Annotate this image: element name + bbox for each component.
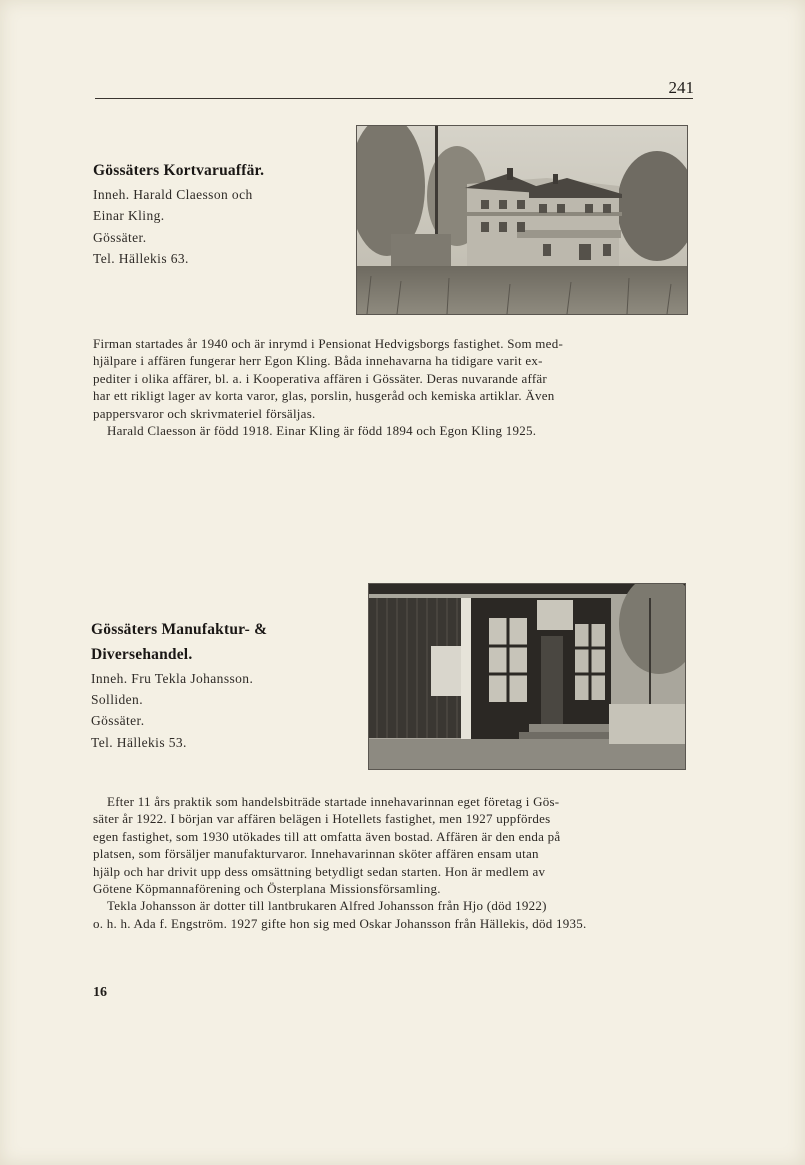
phone-line: Tel. Hällekis 63. (93, 251, 189, 266)
body-line: pappersvaror och skrivmateriel försäljas. (93, 405, 316, 421)
owner-line: Inneh. Fru Tekla Johansson. (91, 671, 254, 686)
entry-title-manufaktur: Gössäters Manufaktur- & (91, 621, 268, 638)
header-rule (95, 98, 693, 99)
entry-body-manufaktur (93, 793, 693, 932)
body-line: Tekla Johansson är dotter till lantbrukaren Alfred Johansson från Hjo (död 1922) (107, 898, 547, 914)
owner-line: Inneh. Harald Claesson och (93, 187, 253, 202)
body-line: hjälp och har drivit upp dess omsättning betydligt sedan starten. Hon är medlem av (93, 863, 546, 879)
body-line: platsen, som försäljer manufakturvaror. Innehavarinnan sköter affären ensam utan (93, 846, 539, 862)
body-line: hjälpare i affären fungerar herr Egon Kling. Båda innehavarna ha tidigare varit ex- (93, 353, 543, 369)
body-line: har ett rikligt lager av korta varor, glas, porslin, husgeråd och kemiska artiklar. Även (93, 388, 555, 404)
phone-line: Tel. Hällekis 53. (91, 735, 187, 750)
body-line: Harald Claesson är född 1918. Einar Kling är född 1894 och Egon Kling 1925. (107, 423, 537, 439)
body-line: pediter i olika affärer, bl. a. i Kooperativa affären i Gössäter. Deras nuvarande affär (93, 370, 548, 386)
page-number-bottom: 16 (93, 985, 107, 1000)
body-line: säter år 1922. I början var affären belägen i Hotellets fastighet, men 1927 uppfördes (93, 811, 551, 827)
body-line: Efter 11 års praktik som handelsbiträde startade innehavarinnan eget företag i Gös- (107, 794, 560, 809)
body-line: Götene Köpmannaförening och Österplana Missionsförsamling. (93, 881, 441, 897)
address-line: Solliden. (91, 692, 143, 707)
entry-body-kortvaruaffar (93, 335, 693, 439)
location-line: Gössäter. (93, 230, 147, 245)
body-line: egen fastighet, som 1930 utökades till att omfatta även bostad. Affären är den enda på (93, 828, 561, 844)
entry-title-kortvaruaffar: Gössäters Kortvaruaffär. (93, 162, 265, 179)
page-number: 241 (668, 78, 694, 97)
body-line: Firman startades år 1940 och är inrymd i Pensionat Hedvigsborgs fastighet. Som med- (93, 336, 564, 351)
shop-photo (368, 583, 686, 770)
body-line: o. h. h. Ada f. Engström. 1927 gifte hon sig med Oskar Johansson från Hällekis, död 1935. (93, 915, 587, 931)
location-line: Gössäter. (91, 713, 145, 728)
house-photo (356, 125, 688, 315)
entry-title-manufaktur-cont: Diversehandel. (91, 646, 193, 663)
owner-line-cont: Einar Kling. (93, 208, 165, 223)
